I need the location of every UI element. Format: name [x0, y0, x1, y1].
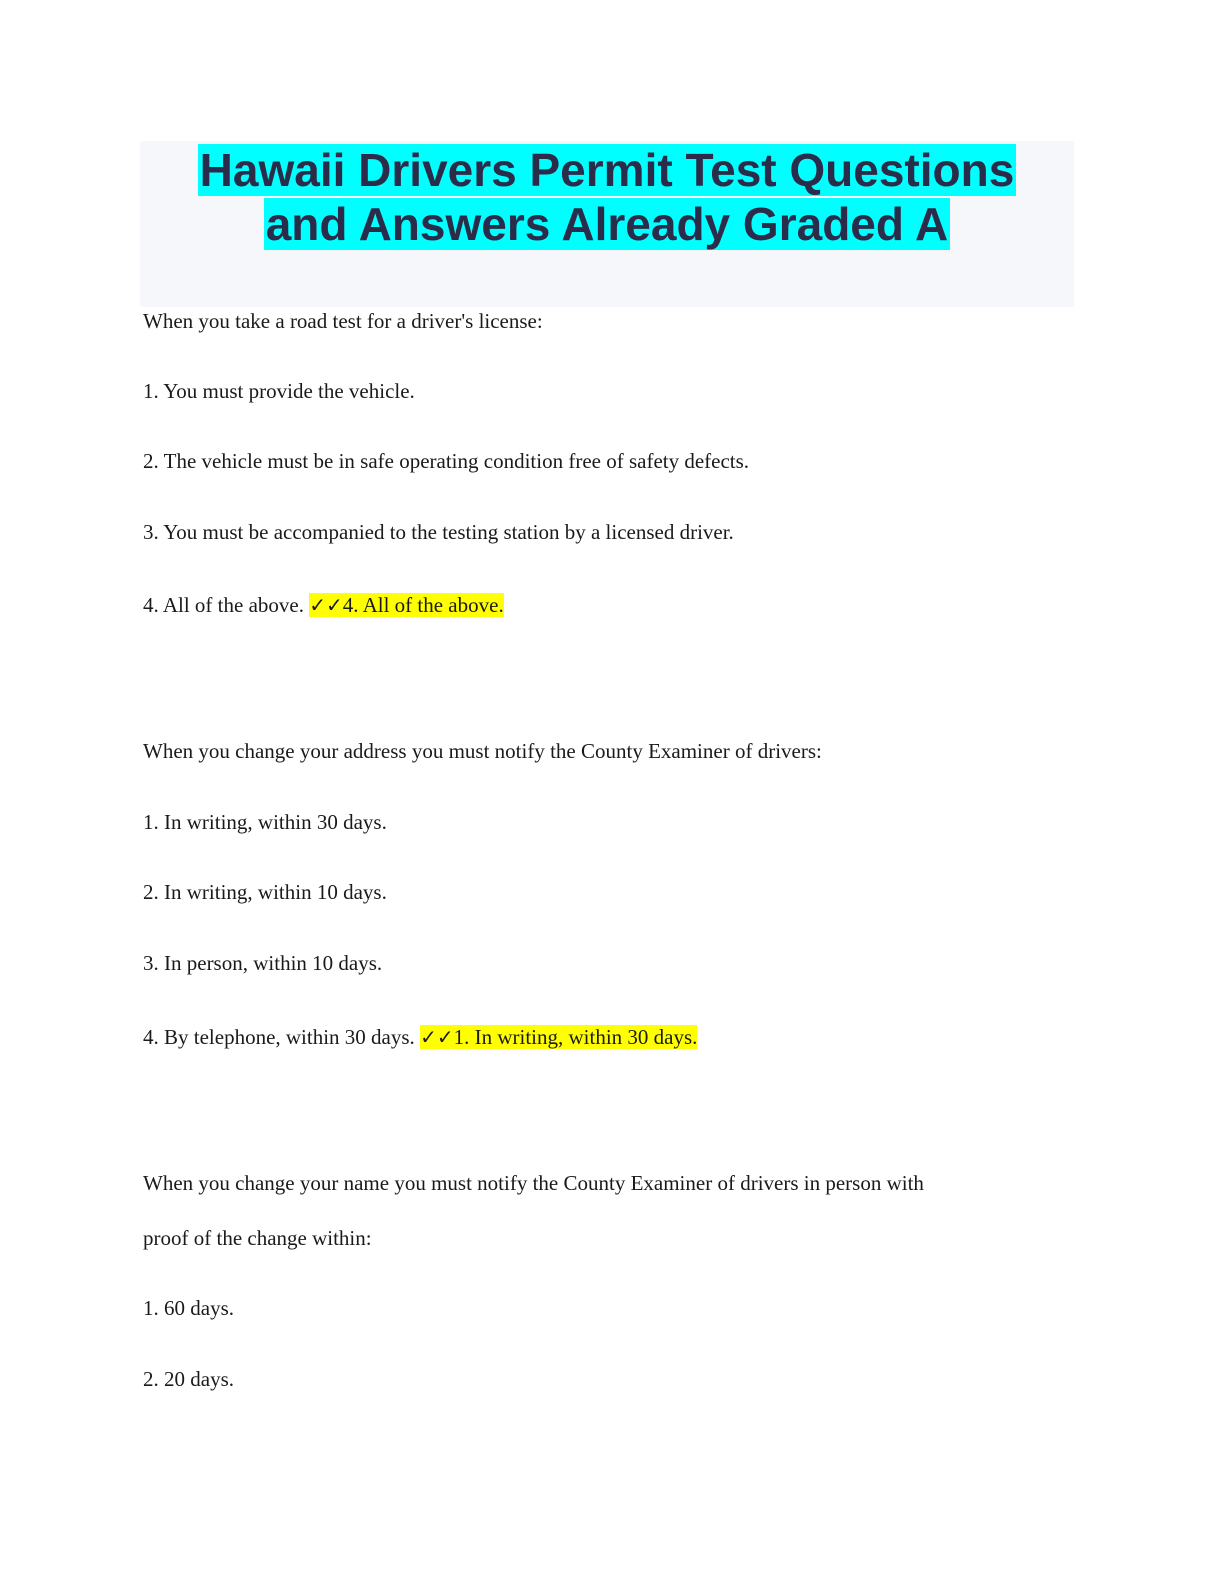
question-2-option-1: 1. In writing, within 30 days. [143, 810, 387, 834]
question-2-option-4: 4. By telephone, within 30 days. [143, 1025, 415, 1049]
question-3-option-2: 2. 20 days. [143, 1367, 234, 1391]
question-2-option-3: 3. In person, within 10 days. [143, 951, 383, 975]
title-line-1: Hawaii Drivers Permit Test Questions [199, 144, 1015, 196]
question-1-prompt: When you take a road test for a driver's license: [143, 309, 543, 333]
question-1-option-4-row [143, 591, 504, 619]
question-1-answer-highlight [309, 593, 503, 617]
double-check-icon: ✓✓ [309, 593, 343, 617]
question-1-option-3: 3. You must be accompanied to the testing station by a licensed driver. [143, 520, 734, 544]
question-2-option-4-row [143, 1023, 697, 1051]
question-2-prompt: When you change your address you must notify the County Examiner of drivers: [143, 739, 822, 763]
question-3-prompt-line-1: When you change your name you must notify the County Examiner of drivers in person with [143, 1171, 924, 1195]
question-1-option-4: 4. All of the above. [143, 593, 304, 617]
double-check-icon: ✓✓ [420, 1025, 454, 1049]
question-2-answer-highlight [420, 1025, 697, 1049]
question-1-option-1: 1. You must provide the vehicle. [143, 379, 415, 403]
question-3-option-1: 1. 60 days. [143, 1296, 234, 1320]
question-3-prompt-line-2: proof of the change within: [143, 1226, 372, 1250]
question-1-option-2: 2. The vehicle must be in safe operating condition free of safety defects. [143, 449, 750, 473]
title-line-2: and Answers Already Graded A [265, 198, 949, 250]
document-title [140, 141, 1074, 307]
question-1-answer: 4. All of the above. [342, 593, 504, 617]
question-2-option-2: 2. In writing, within 10 days. [143, 880, 387, 904]
question-2-answer: 1. In writing, within 30 days. [453, 1025, 698, 1049]
